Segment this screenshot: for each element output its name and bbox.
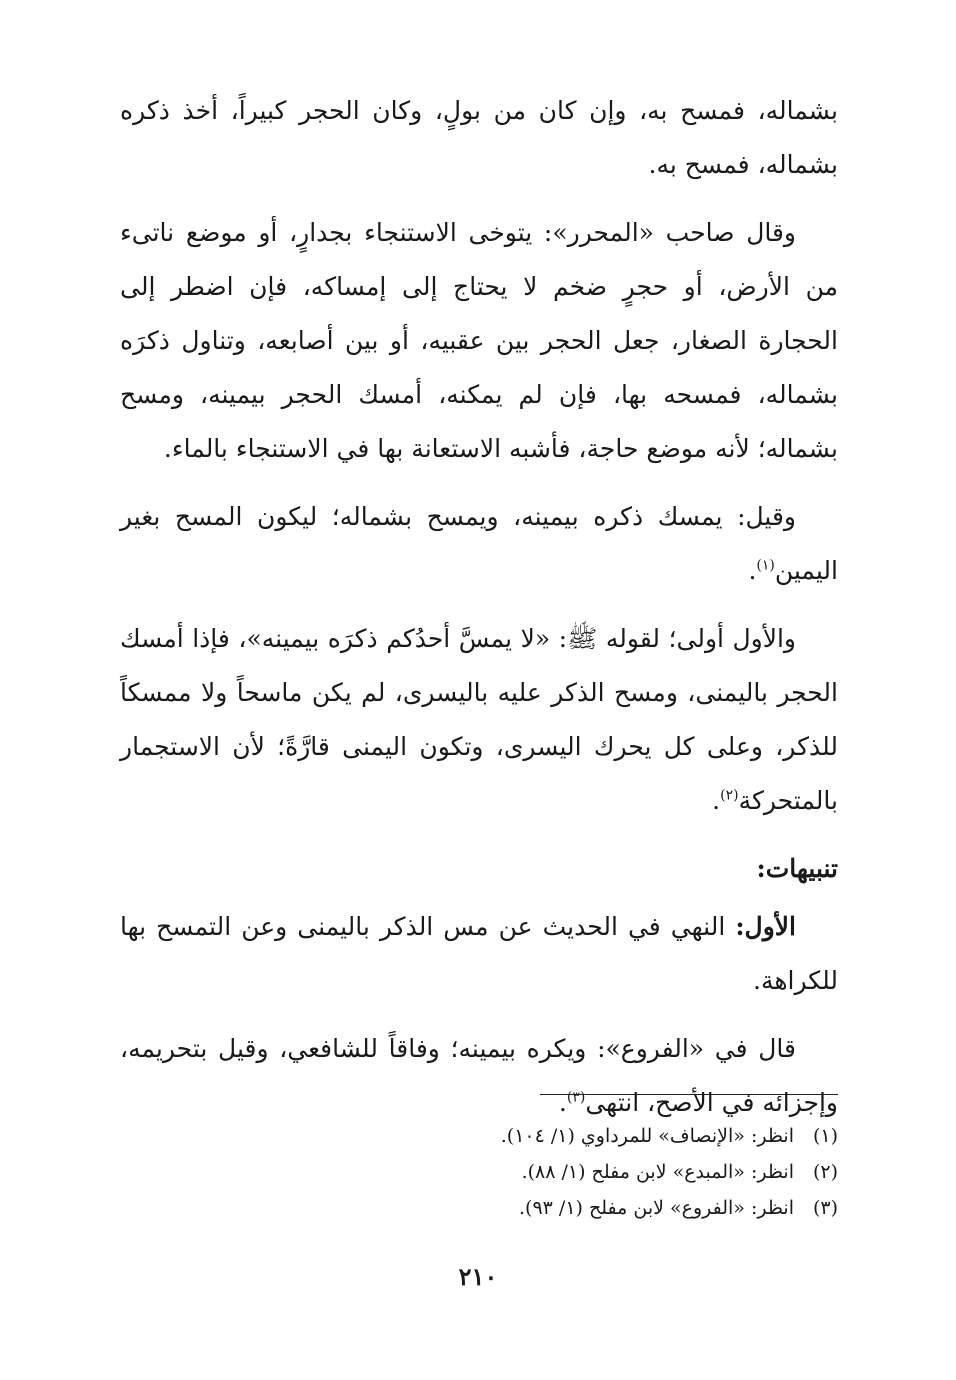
paragraph-2-text: وقال صاحب «المحرر»: يتوخى الاستنجاء بجدارٍ، أو موضع ناتىء من الأرض، أو حجرٍ ضخم لا يحتاج إلى إمساكه، فإن اضطر إلى الحجارة الصغار، جعل الحجر بين عقبيه، أو بين أصابعه، وتناول ذكرَه بشماله، فمسحه بها، فإن لم يمكنه، أمسك الحجر بيمينه، ومسح بشماله؛ لأنه موضع حاجة، فأشبه الاستعانة بها في الاستنجاء بالماء.	[120, 218, 839, 463]
page-number: ٢١٠	[458, 1262, 498, 1291]
footnote-1-text: انظر: «الإنصاف» للمرداوي (١/ ١٠٤).	[500, 1125, 794, 1147]
page-body	[120, 84, 838, 1144]
paragraph-3: وقيل: يمسك ذكره بيمينه، ويمسح بشماله؛ ليكون المسح بغير اليمين$^{(١)}$.	[120, 502, 838, 585]
footnote-2	[120, 1154, 838, 1190]
footnote-divider	[540, 1094, 838, 1095]
notice-paragraph	[120, 900, 838, 1008]
paragraph-2	[120, 206, 838, 476]
footnote-3-text: انظر: «الفروع» لابن مفلح (١/ ٩٣).	[518, 1197, 794, 1219]
footnotes	[120, 1118, 838, 1226]
footnote-3-number: (٣)	[812, 1197, 838, 1219]
footnote-ref-3[interactable]: (٣)	[566, 1089, 586, 1106]
footnote-1	[120, 1118, 838, 1154]
paragraph-1-text: بشماله، فمسح به، وإن كان من بولٍ، وكان الحجر كبيراً، أخذ ذكره بشماله، فمسح به.	[120, 96, 838, 179]
footnote-3	[120, 1190, 838, 1226]
footnote-2-number: (٢)	[812, 1161, 838, 1183]
quote-paragraph: قال في «الفروع»: ويكره بيمينه؛ وفاقاً للشافعي، وقيل بتحريمه، وإجزائه في الأصح، انتهى$^{(٣)}$.	[120, 1034, 838, 1117]
quote-text: قال في «الفروع»: ويكره بيمينه؛ وفاقاً للشافعي، وقيل بتحريمه، وإجزائه في الأصح، انتهى	[120, 1034, 838, 1117]
paragraph-4-text: والأول أولى؛ لقوله ﷺ: «لا يمسَّ أحدُكم ذكرَه بيمينه»، فإذا أمسك الحجر باليمنى، ومسح الذكر عليه باليسرى، لم يكن ماسحاً ولا ممسكاً للذكر، وعلى كل يحرك اليسرى، وتكون اليمنى قارَّةً؛ لأن الاستجمار بالمتحركة	[120, 624, 838, 815]
footnote-2-text: انظر: «المبدع» لابن مفلح (١/ ٨٨).	[521, 1161, 794, 1183]
paragraph-3-text: وقيل: يمسك ذكره بيمينه، ويمسح بشماله؛ ليكون المسح بغير اليمين	[120, 502, 838, 585]
notice-text: النهي في الحديث عن مس الذكر باليمنى وعن التمسح بها للكراهة.	[120, 912, 838, 995]
paragraph-1	[120, 84, 838, 192]
footnote-1-number: (١)	[812, 1125, 838, 1147]
footnote-ref-2[interactable]: (٢)	[720, 787, 739, 804]
section-heading: تنبيهات:	[756, 854, 838, 883]
footnote-ref-1[interactable]: (١)	[756, 557, 775, 574]
paragraph-4: والأول أولى؛ لقوله ﷺ: «لا يمسَّ أحدُكم ذكرَه بيمينه»، فإذا أمسك الحجر باليمنى، ومسح الذكر عليه باليسرى، لم يكن ماسحاً ولا ممسكاً للذكر، وعلى كل يحرك اليسرى، وتكون اليمنى قارَّةً؛ لأن الاستجمار بالمتحركة$^{(٢)}$.	[120, 624, 838, 815]
notice-lead: الأول:	[735, 912, 796, 941]
